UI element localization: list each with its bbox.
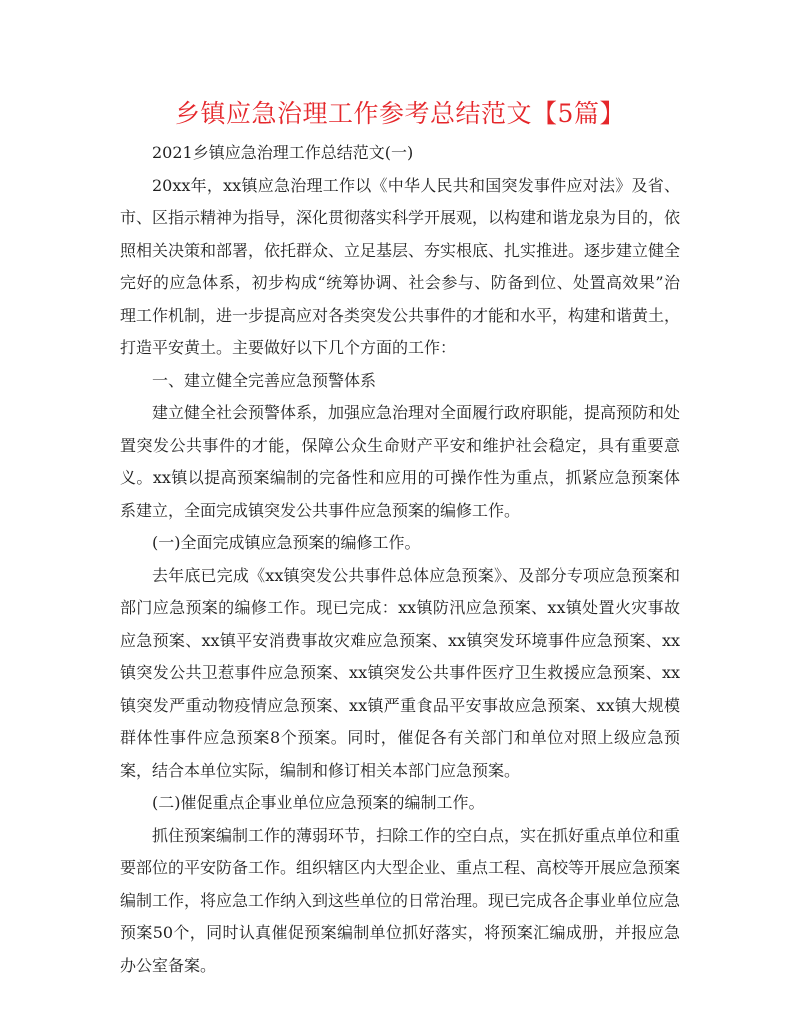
section-heading-example-1: 2021乡镇应急治理工作总结范文(一) [152, 143, 414, 162]
subsection-heading: (一)全面完成镇应急预案的编修工作。 [152, 533, 421, 552]
subsection-heading: (二)催促重点企事业单位应急预案的编制工作。 [152, 793, 485, 812]
body-paragraph: 抓住预案编制工作的薄弱环节，扫除工作的空白点，实在抓好重点单位和重要部位的平安防备工作。组织辖区内大型企业、重点工程、高校等开展应急预案编制工作，将应急工作纳入到这些单位的日常治理。现已完成各企事业单位应急预案50个，同时认真催促预案编制单位抓好落实，将预案汇编成册，并报应急办公室备案。 [120, 825, 681, 975]
section-heading: 一、建立健全完善应急预警体系 [152, 370, 377, 390]
page-title: 乡镇应急治理工作参考总结范文【5篇】 [175, 99, 625, 128]
body-paragraph: 20xx年，xx镇应急治理工作以《中华人民共和国突发事件应对法》及省、市、区指示精神为指导，深化贯彻落实科学开展观，以构建和谐龙泉为目的，依照相关决策和部署，依托群众、立足基层、夯实根底、扎实推进。逐步建立健全完好的应急体系，初步构成“统筹协调、社会参与、防备到位、处置高效果”治理工作机制，进一步提高应对各类突发公共事件的才能和水平，构建和谐黄土，打造平安黄土。主要做好以下几个方面的工作： [120, 175, 681, 357]
body-paragraph: 建立健全社会预警体系，加强应急治理对全面履行政府职能，提高预防和处置突发公共事件的才能，保障公众生命财产平安和维护社会稳定，具有重要意义。xx镇以提高预案编制的完备性和应用的可操作性为重点，抓紧应急预案体系建立，全面完成镇突发公共事件应急预案的编修工作。 [120, 403, 681, 520]
document-body [120, 96, 680, 982]
body-paragraph: 去年底已完成《xx镇突发公共事件总体应急预案》、及部分专项应急预案和部门应急预案的编修工作。现已完成：xx镇防汛应急预案、xx镇处置火灾事故应急预案、xx镇平安消费事故灾难应急预案、xx镇突发环境事件应急预案、xx镇突发公共卫惹事件应急预案、xx镇突发公共事件医疗卫生救援应急预案、xx镇突发严重动物疫情应急预案、xx镇严重食品平安事故应急预案、xx镇大规模群体性事件应急预案8个预案。同时，催促各有关部门和单位对照上级应急预案，结合本单位实际，编制和修订相关本部门应急预案。 [120, 565, 680, 780]
